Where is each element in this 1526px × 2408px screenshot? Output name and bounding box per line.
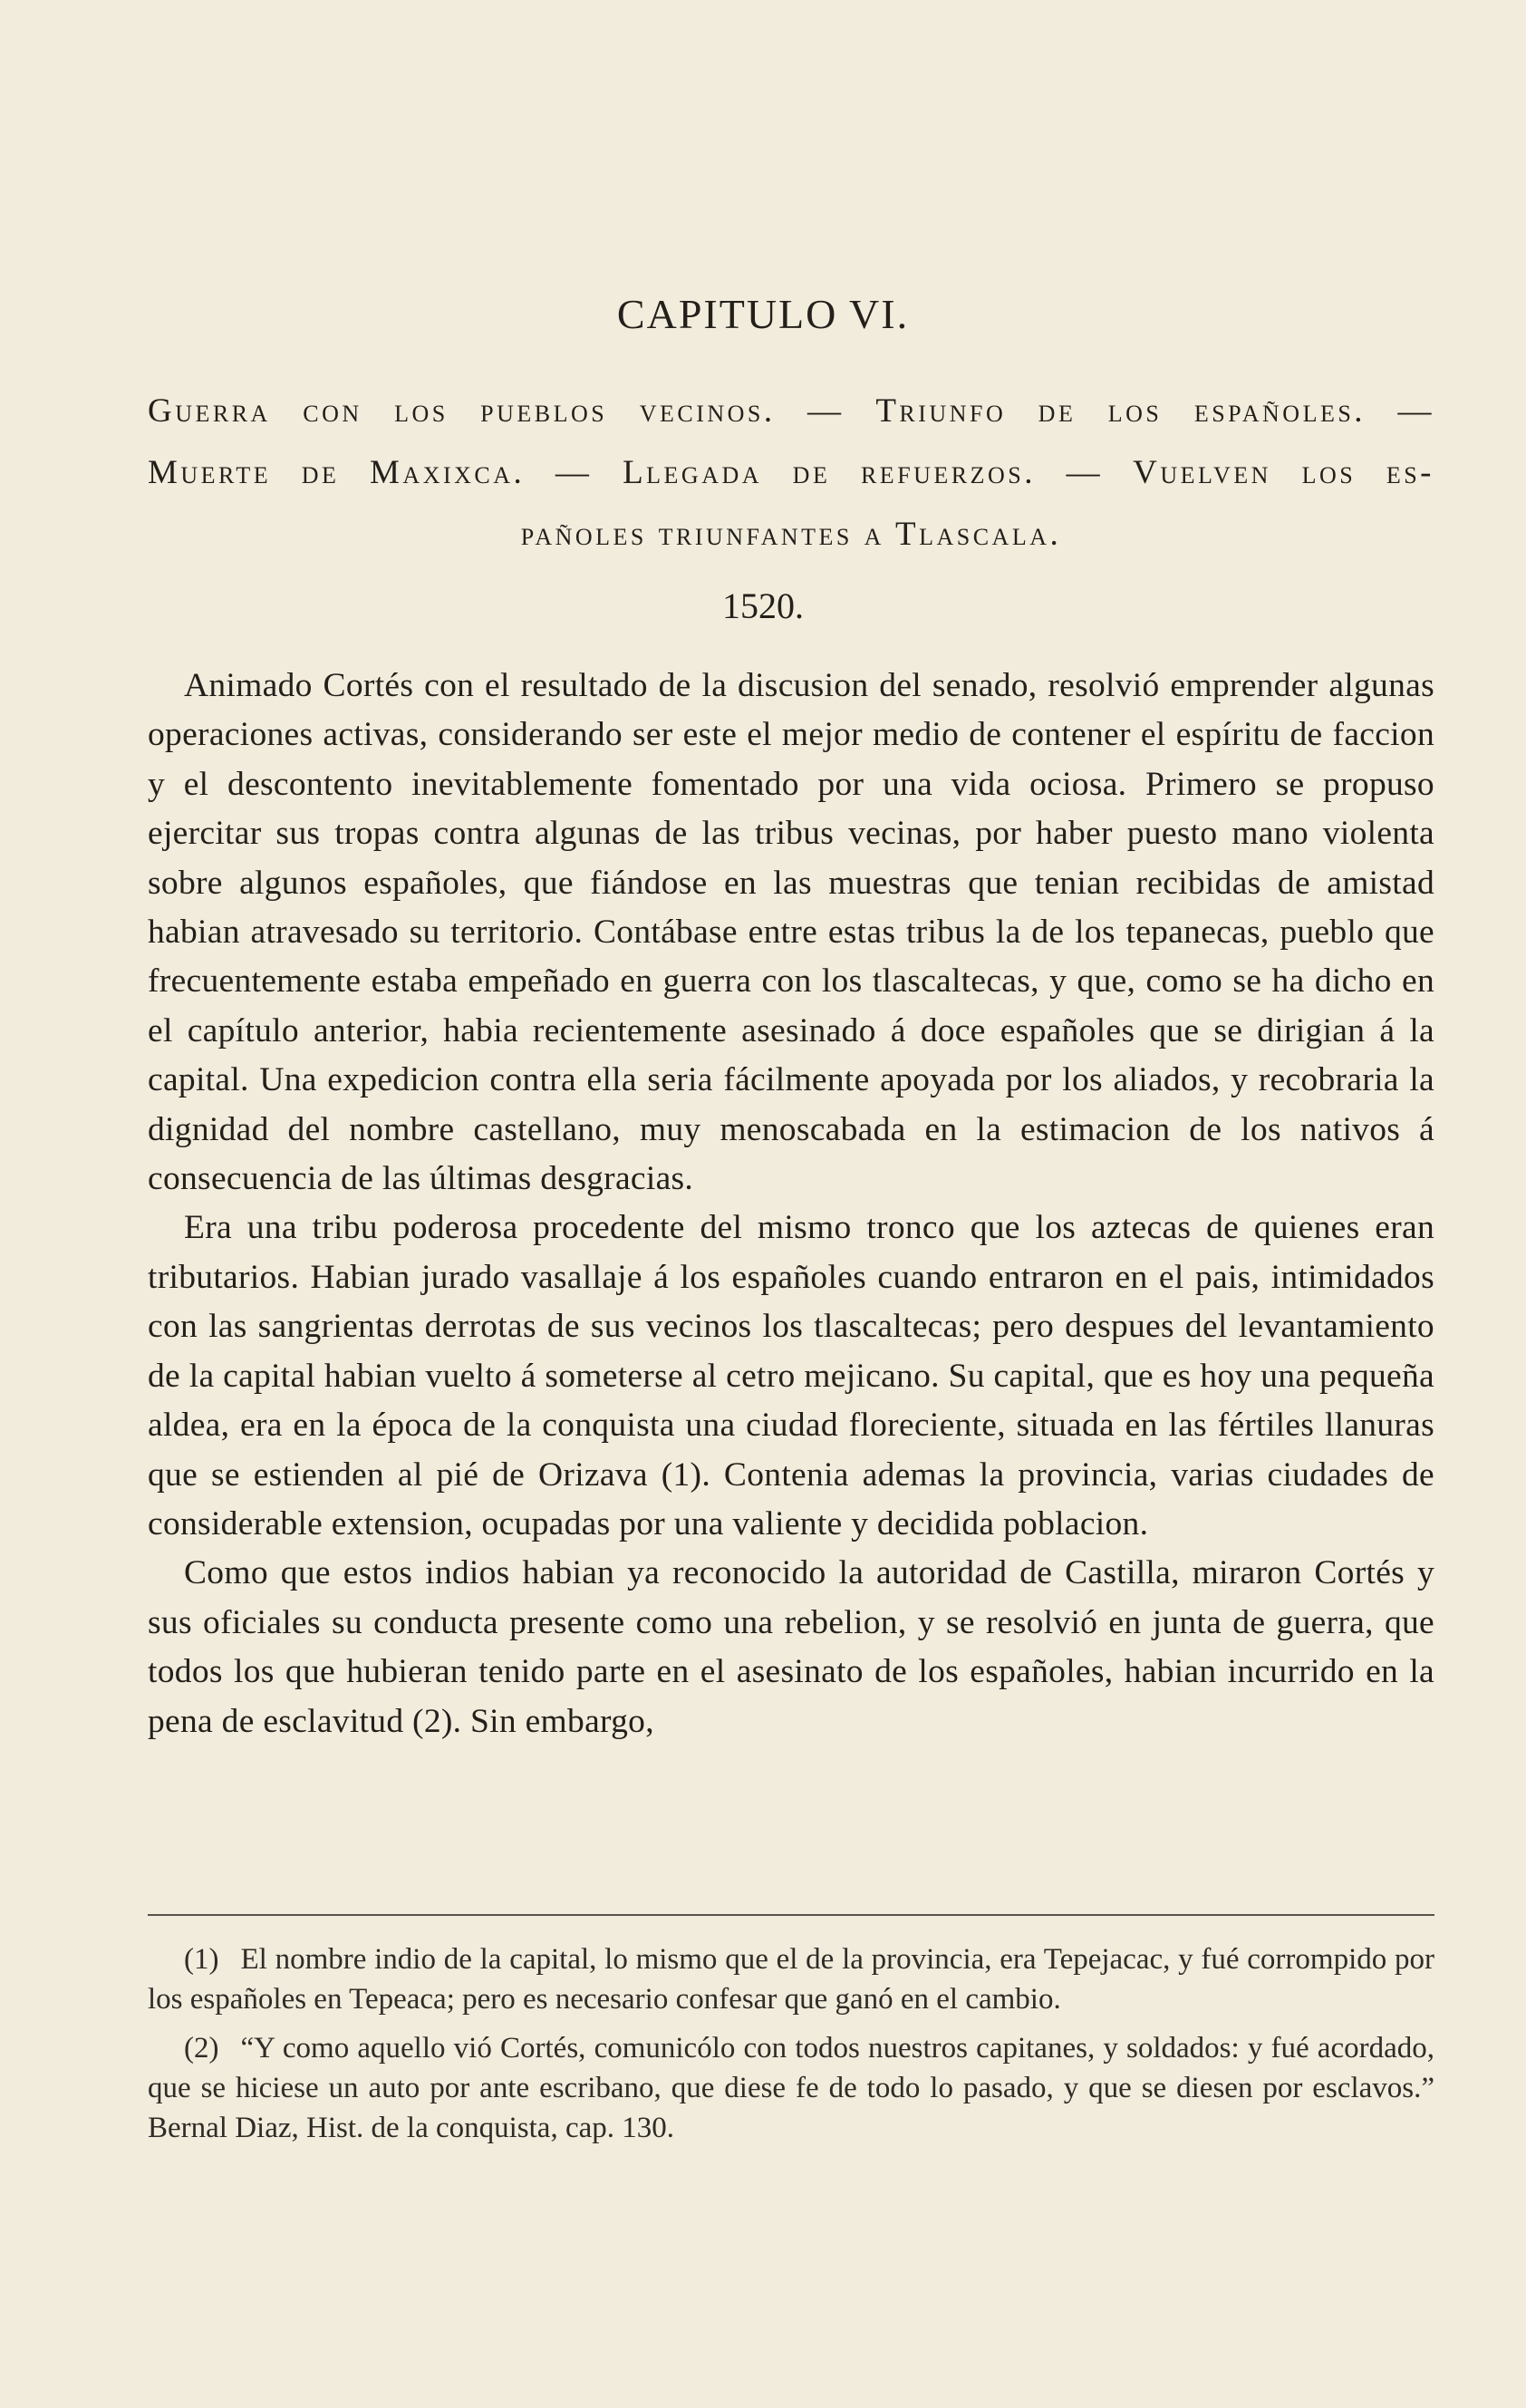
paragraph: Era una tribu poderosa procedente del mismo tronco que los aztecas de quienes eran tributarios. Habian jurado vasallaje á los españoles cuando entraron en el pais, intimidados con las sangrientas derrotas de sus vecinos los tlascaltecas; pero despues del levantamiento de la capital habian vuelto á someterse al cetro mejicano. Su capital, que es hoy una pequeña aldea, era en la época de la conquista una ciudad floreciente, situada en las fértiles llanuras que se estienden al pié de Orizava (1). Contenia ademas la provincia, varias ciudades de considerable extension, ocupadas por una valiente y decidida poblacion. bbox=[148, 1209, 1434, 1542]
chapter-title: CAPITULO VI. bbox=[616, 291, 910, 337]
footnote bbox=[148, 1939, 1434, 2019]
summary-line: pañoles triunfantes a Tlascala. bbox=[520, 516, 1062, 553]
chapter-summary bbox=[148, 381, 1434, 566]
summary-line: Guerra con los pueblos vecinos. — Triunfo de los españoles. — bbox=[148, 392, 1434, 430]
footnote-number: (2) bbox=[184, 2032, 219, 2065]
paragraph: Como que estos indios habian ya reconocido la autoridad de Castilla, miraron Cortés y sus oficiales su conducta presente como una rebelion, y se resolvió en junta de guerra, que todos los que hubieran tenido parte en el asesinato de los españoles, habian incurrido en la pena de esclavitud (2). Sin embargo, bbox=[148, 1554, 1434, 1740]
footnotes bbox=[148, 1939, 1434, 2157]
footnote-number: (1) bbox=[184, 1943, 219, 1976]
body-text bbox=[148, 662, 1434, 1746]
footnote-text: El nombre indio de la capital, lo mismo que el de la provincia, era Tepejacac, y fué corrompido por los españoles en Tepeaca; pero es necesario confesar que ganó en el cambio. bbox=[148, 1943, 1434, 2016]
footnote-divider bbox=[148, 1914, 1434, 1916]
paragraph: Animado Cortés con el resultado de la discusion del senado, resolvió emprender algunas operaciones activas, considerando ser este el mejor medio de contener el espíritu de faccion y el descontento inevitablemente fomentado por una vida ociosa. Primero se propuso ejercitar sus tropas contra algunas de las tribus vecinas, por haber puesto mano violenta sobre algunos españoles, que fiándose en las muestras que tenian recibidas de amistad habian atravesado su territorio. Contábase entre estas tribus la de los tepanecas, pueblo que frecuentemente estaba empeñado en guerra con los tlascaltecas, y que, como se ha dicho en el capítulo anterior, habia recientemente asesinado á doce españoles que se dirigian á la capital. Una expedicion contra ella seria fácilmente apoyada por los aliados, y recobraria la dignidad del nombre castellano, muy menoscabada en la estimacion de los nativos á consecuencia de las últimas desgracias. bbox=[148, 667, 1434, 1198]
footnote-text: “Y como aquello vió Cortés, comunicólo con todos nuestros capitanes, y soldados: y fué acordado, que se hiciese un auto por ante escribano, que diese fe de todo lo pasado, y que se diesen por esclavos.” Bernal Diaz, Hist. de la conquista, cap. 130. bbox=[148, 2032, 1434, 2144]
footnote bbox=[148, 2028, 1434, 2148]
summary-line: Muerte de Maxixca. — Llegada de refuerzos. — Vuelven los es- bbox=[148, 454, 1434, 491]
year-heading: 1520. bbox=[722, 585, 804, 626]
